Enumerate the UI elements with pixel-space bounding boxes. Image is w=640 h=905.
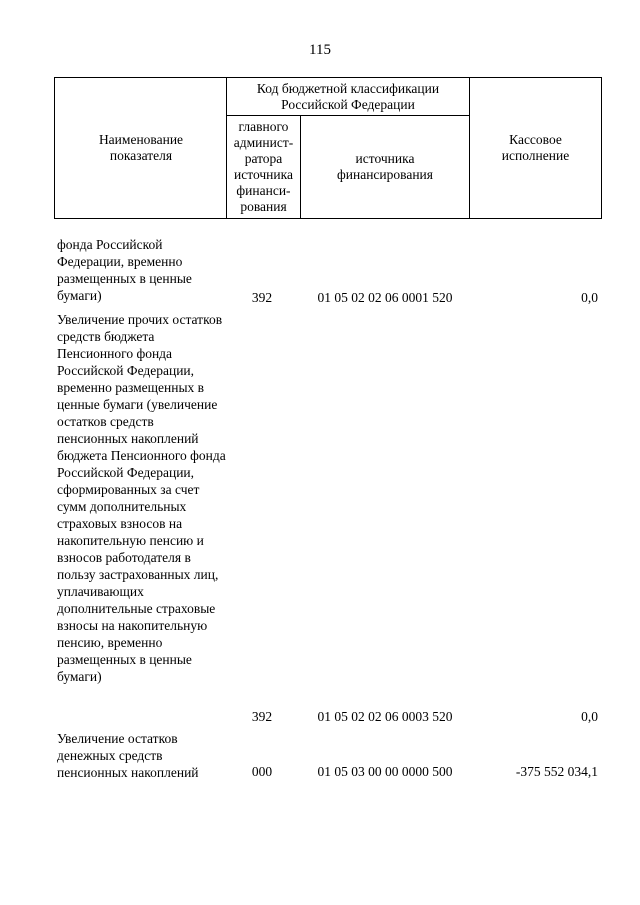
page-number: 115 xyxy=(309,42,331,58)
row-name: фонда Российской Федерации, временно размещенных в ценные бумаги) xyxy=(57,237,192,303)
row-name: Увеличение прочих остатков средств бюджета Пенсионного фонда Российской Федерации, временно размещенных в ценные бумаги (увеличение остатков средств пенсионных накоплений бюджета Пенсионного фонда Российской Федерации, сформированных за счет сумм дополнительных страховых взносов на накопительную пенсию и взносов работодателя в пользу застрахованных лиц, уплачивающих дополнительные страховые взносы на накопительную пенсию, временно размещенных в ценные бумаги) xyxy=(57,312,226,684)
row-name: Увеличение остатков денежных средств пенсионных накоплений xyxy=(57,731,199,780)
row-source-code: 01 05 02 02 06 0001 520 xyxy=(317,290,453,305)
row-admin-code: 392 xyxy=(251,290,273,305)
row-source-code: 01 05 02 02 06 0003 520 xyxy=(317,709,453,724)
header-code-group: Код бюджетной классификации Российской Федерации xyxy=(256,81,440,112)
row-amount: -375 552 034,1 xyxy=(515,764,598,779)
header-source-column: источника финансирования xyxy=(337,151,433,182)
table-header xyxy=(54,77,602,219)
row-admin-code: 392 xyxy=(251,709,273,724)
row-amount: 0,0 xyxy=(581,290,598,305)
row-amount: 0,0 xyxy=(581,709,598,724)
header-exec-column: Кассовое исполнение xyxy=(501,132,570,163)
row-source-code: 01 05 03 00 00 0000 500 xyxy=(317,764,453,779)
header-name-column: Наименование показателя xyxy=(98,132,184,163)
header-admin-column: главного админист-ратора источника финанси-рования xyxy=(233,119,294,214)
row-admin-code: 000 xyxy=(251,764,273,779)
